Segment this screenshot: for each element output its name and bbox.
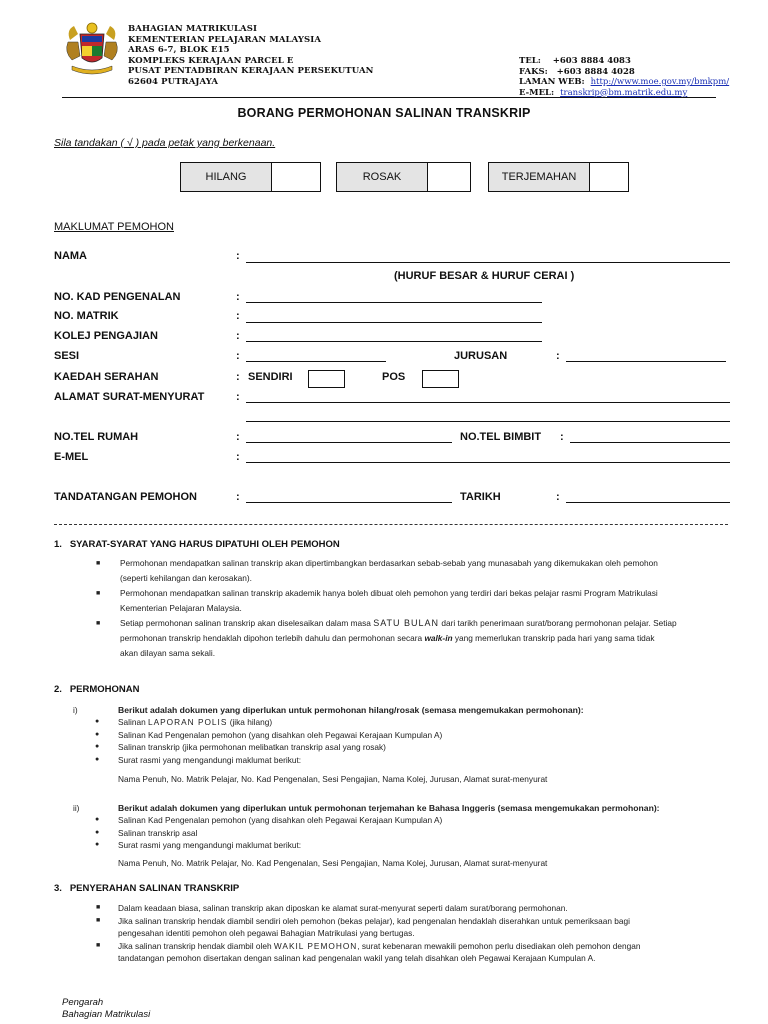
header-divider [62,97,716,98]
s1-b3b: dari tarikh penerimaan surat/borang permohonan pelajar. Setiap [439,618,677,628]
list-item [92,814,442,827]
bullet-icon: ● [95,730,100,738]
list-item [92,902,732,915]
kolej-input-line[interactable] [246,341,542,342]
label-no-matrik: NO. MATRIK [54,310,119,322]
s2-i-num: i) [73,705,78,715]
s3-b3-line1 [118,940,732,953]
s1-b2: Permohonan mendapatkan salinan transkrip akademik hanya boleh dibuat oleh pemohon yang terdiri dari bekas pelajar rasmi Program Matrikulasi [120,588,658,598]
colon: : [556,491,560,503]
s2-ii-list [92,814,442,852]
bullet-icon: ■ [96,560,101,567]
email-link[interactable]: transkrip@bm.matrik.edu.my [560,87,688,98]
org-line: KOMPLEKS KERAJAAN PARCEL E [128,55,294,66]
section-divider [54,524,728,525]
s2-ii-item: Salinan transkrip asal [118,827,198,838]
bullet-icon: ■ [96,904,101,911]
bullet-icon: ● [95,841,100,848]
s2-i-item-emphasis: LAPORAN POLIS [147,717,228,727]
footer-signatory [62,997,150,1021]
label-kolej: KOLEJ PENGAJIAN [54,330,158,342]
colon: : [236,371,240,383]
s2-i-item-prefix: Salinan [118,717,148,727]
list-item [92,827,442,840]
tel-rumah-input-line[interactable] [246,442,452,443]
tarikh-input-line[interactable] [566,502,730,503]
label-jurusan: JURUSAN [454,350,508,362]
list-item [92,839,442,852]
section-3-heading: 3. PENYERAHAN SALINAN TRANSKRIP [54,883,240,894]
section-1-heading: 1. SYARAT-SYARAT YANG HARUS DIPATUHI OLEH PEMOHON [54,539,340,550]
s1-b1: Permohonan mendapatkan salinan transkrip akan dipertimbangkan berdasarkan sebab-sebab yang munasabah yang dikemukakan oleh pemohon [120,558,658,568]
s1-b1b: (seperti kehilangan dan kerosakan). [120,573,252,583]
list-item [92,754,442,767]
option-rosak-text: ROSAK [362,171,402,183]
s3-b2: Jika salinan transkrip hendak diambil sendiri oleh pemohon (bekas pelajar), kad pengenalan hendaklah diserahkan untuk pemeriksaan bagi [118,915,630,926]
s2-ii-item: Salinan Kad Pengenalan pemohon (yang disahkan oleh Pegawai Kerajaan Kumpulan A) [118,815,443,825]
label-tel-rumah: NO.TEL RUMAH [54,431,139,443]
colon: : [236,391,240,403]
list-item [92,716,442,729]
bullet-icon: ● [95,718,100,725]
list-item [92,586,732,616]
faks-line: FAKS: +603 8884 4028 [519,66,635,77]
s2-i-detail: Nama Penuh, No. Matrik Pelajar, No. Kad Pengenalan, Sesi Pengajian, Nama Kolej, Jurusan, Alamat surat-menyurat [118,774,548,784]
option-terjemahan-label [488,162,590,192]
kad-input-line[interactable] [246,302,542,303]
footer-line-2: Bahagian Matrikulasi [62,1009,151,1020]
list-item [92,915,732,940]
jurusan-input-line[interactable] [566,361,726,362]
option-hilang-text: HILANG [205,171,247,183]
label-sesi: SESI [54,350,80,362]
applicant-section-heading: MAKLUMAT PEMOHON [54,221,174,233]
org-line: BAHAGIAN MATRIKULASI [128,24,258,34]
bullet-icon: ● [95,755,100,763]
colon: : [236,330,240,342]
pos-checkbox[interactable] [422,370,459,388]
matrik-input-line[interactable] [246,322,542,323]
colon: : [236,350,240,362]
option-rosak-checkbox[interactable] [427,162,471,192]
s1-b3c: permohonan transkrip hendaklah dipohon terlebih dahulu dan permohonan secara [120,633,425,643]
option-hilang-label [180,162,272,192]
web-label: LAMAN WEB: [519,77,585,87]
form-title: BORANG PERMOHONAN SALINAN TRANSKRIP [237,106,531,120]
s2-ii-detail: Nama Penuh, No. Matrik Pelajar, No. Kad Pengenalan, Sesi Pengajian, Nama Kolej, Jurusan, Alamat surat-menyurat [118,858,548,868]
bullet-icon: ● [95,743,100,750]
s3-b3-emphasis: WAKIL PEMOHON [273,940,358,951]
org-line: ARAS 6-7, BLOK E15 [128,45,230,55]
label-sendiri: SENDIRI [248,371,293,383]
bullet-icon: ■ [96,590,101,597]
label-tel-bimbit: NO.TEL BIMBIT [460,431,542,443]
colon: : [236,250,240,262]
colon: : [556,350,560,362]
tandatangan-input-line[interactable] [246,502,452,503]
list-item [92,616,732,661]
org-line: PUSAT PENTADBIRAN KERAJAAN PERSEKUTUAN [128,66,374,76]
s2-i-item: Salinan Kad Pengenalan pemohon (yang disahkan oleh Pegawai Kerajaan Kumpulan A) [118,729,443,740]
label-email: E-MEL [54,451,89,463]
tel-bimbit-input-line[interactable] [570,442,730,443]
s3-b1: Dalam keadaan biasa, salinan transkrip akan diposkan ke alamat surat-menyurat seperti dalam surat/borang permohonan. [118,903,568,913]
list-item [92,729,442,742]
s3-b3a: Jika salinan transkrip hendak diambil oleh [118,940,274,951]
label-kad-pengenalan: NO. KAD PENGENALAN [54,291,181,303]
option-terjemahan-checkbox[interactable] [589,162,629,192]
colon: : [236,451,240,463]
s1-b3-line1 [120,616,732,631]
section-3-bullets [92,902,732,965]
s2-i-item-suffix: (jika hilang) [227,717,273,727]
s1-b3d: yang memerlukan transkrip pada hari yang sama tidak [452,633,655,643]
s2-ii-item: Surat rasmi yang mengandungi maklumat berikut: [118,840,302,850]
bullet-icon: ● [95,828,100,836]
label-pos: POS [382,371,406,383]
org-line: KEMENTERIAN PELAJARAN MALAYSIA [128,34,322,45]
sesi-input-line[interactable] [246,361,386,362]
label-tandatangan: TANDATANGAN PEMOHON [54,491,197,503]
option-rosak-label [336,162,428,192]
s2-i-item: Salinan transkrip (jika permohonan melibatkan transkrip asal yang rosak) [118,742,386,752]
web-link[interactable]: http://www.moe.gov.my/bmkpm/ [590,77,730,87]
contact-block [519,56,729,98]
colon: : [236,431,240,443]
sendiri-checkbox[interactable] [308,370,345,388]
option-terjemahan-text: TERJEMAHAN [501,171,577,183]
label-nama: NAMA [54,250,87,262]
s1-b3-line2 [120,631,732,646]
s2-ii-num: ii) [73,803,80,813]
s3-b2b: pengesahan identiti pemohon oleh pegawai Bahagian Matrikulasi yang bertugas. [118,928,415,938]
bullet-icon: ■ [96,916,101,924]
s1-b2b: Kementerian Pelajaran Malaysia. [120,603,242,613]
s1-b3a: Setiap permohonan salinan transkrip akan diselesaikan dalam masa [120,618,374,628]
section-1-bullets [92,556,732,661]
s1-b3-emphasis: SATU BULAN [373,618,440,628]
footer-line-1: Pengarah [62,997,104,1008]
bullet-icon: ■ [96,941,101,949]
tel-line: TEL: +603 8884 4083 [519,56,631,66]
list-item [92,556,732,586]
colon: : [560,431,564,443]
list-item [92,940,732,965]
s3-b3b: , surat kebenaran mewakili pemohon perlu disediakan oleh pemohon dengan [357,940,641,951]
list-item [92,741,442,754]
alamat-input-line-1[interactable] [246,402,730,403]
option-hilang-checkbox[interactable] [271,162,321,192]
s1-b3-walkin: walk-in [424,633,453,643]
web-line [519,77,729,88]
colon: : [236,310,240,322]
section-2-heading: 2. PERMOHONAN [54,684,140,695]
email-label: E-MEL: [519,87,555,98]
s2-ii-text: Berikut adalah dokumen yang diperlukan untuk permohonan terjemahan ke Bahasa Inggeris (semasa mengemukakan permohonan): [118,803,660,813]
label-alamat: ALAMAT SURAT-MENYURAT [54,391,205,403]
s2-i-list [92,716,442,766]
label-tarikh: TARIKH [460,491,501,503]
org-address [128,24,374,87]
colon: : [236,491,240,503]
government-crest-logo [62,20,122,76]
email-input-line[interactable] [246,462,730,463]
instruction-text: Sila tandakan ( √ ) pada petak yang berkenaan. [54,137,276,149]
nama-input-line[interactable] [246,262,730,263]
org-line: 62604 PUTRAJAYA [128,76,219,87]
bullet-icon: ● [95,816,100,823]
s2-i-item: Surat rasmi yang mengandungi maklumat berikut: [118,754,302,765]
s1-b3e: akan dilayan sama sekali. [120,648,216,658]
s3-b3c: tandatangan pemohon disertakan dengan salinan kad pengenalan wakil yang telah disahkan oleh Pegawai Kerajaan Kumpulan A. [118,953,596,963]
bullet-icon: ■ [96,620,101,627]
label-kaedah-serahan: KAEDAH SERAHAN [54,371,159,383]
nama-note: (HURUF BESAR & HURUF CERAI ) [394,270,575,282]
alamat-input-line-2[interactable] [246,421,730,422]
colon: : [236,291,240,303]
s2-i-text: Berikut adalah dokumen yang diperlukan untuk permohonan hilang/rosak (semasa mengemukakan permohonan): [118,705,584,715]
